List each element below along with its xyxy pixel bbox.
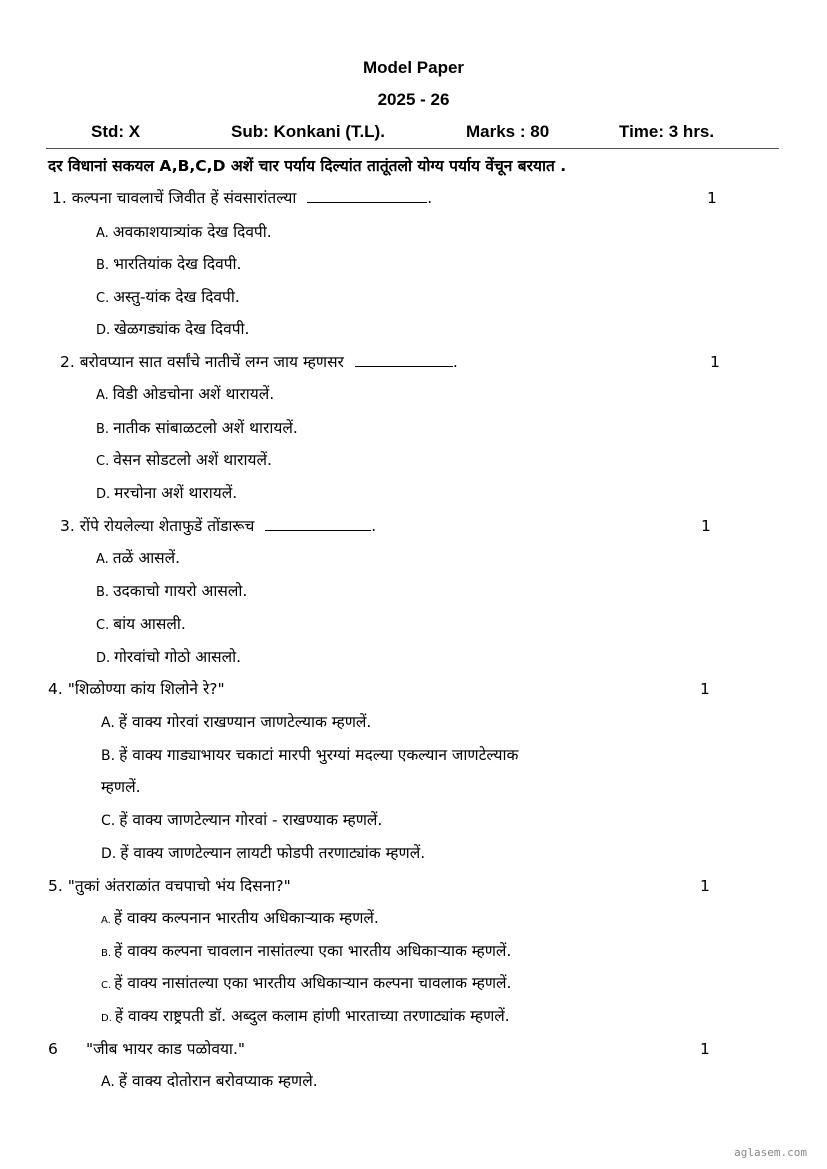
- question-text: रोंपे रोयलेल्या शेताफुडें तोंडारूच: [79, 517, 255, 535]
- option-label: C.: [96, 454, 110, 469]
- option-label: A.: [101, 915, 111, 926]
- question-5: [48, 876, 291, 896]
- option-b: [96, 581, 247, 603]
- question-2: [60, 352, 458, 372]
- question-number: 4.: [48, 680, 63, 698]
- option-b: [96, 254, 241, 276]
- option-d: [101, 1006, 510, 1029]
- question-end: .: [452, 353, 458, 371]
- question-marks: 1: [700, 877, 710, 895]
- option-label: A.: [96, 388, 109, 403]
- question-marks: 1: [700, 680, 710, 698]
- option-c: [101, 810, 382, 831]
- option-a: [96, 548, 180, 570]
- option-a: [101, 712, 371, 733]
- option-label: B.: [96, 422, 110, 437]
- option-text: तळें आसलें.: [112, 549, 181, 567]
- question-3: [60, 516, 376, 536]
- answer-blank: [265, 516, 371, 531]
- option-text: हें वाक्य नासांतल्या एका भारतीय अधिकाऱ्यान कल्पना चावलाक म्हणलें.: [114, 974, 512, 992]
- option-a: [96, 384, 274, 406]
- header-divider: [46, 148, 779, 149]
- question-number: 2.: [60, 353, 75, 371]
- option-b: [101, 941, 511, 964]
- option-label: C.: [101, 980, 112, 991]
- question-marks: 1: [701, 517, 711, 535]
- option-label: D.: [96, 651, 111, 666]
- option-text: बांय आसली.: [113, 615, 186, 633]
- question-end: .: [427, 189, 433, 207]
- option-text: वेसन सोडटलो अशें थारायलें.: [113, 451, 272, 469]
- question-text: "शिळोण्या कांय शिलोने रे?": [67, 680, 225, 698]
- option-label: D.: [101, 846, 117, 862]
- question-marks: 1: [710, 353, 720, 371]
- question-1: [52, 188, 432, 208]
- option-d: [101, 843, 425, 864]
- option-text: अस्तु-यांक देख दिवपी.: [113, 288, 240, 306]
- option-label: B.: [101, 948, 112, 959]
- option-c: [96, 450, 272, 472]
- option-d: [96, 319, 249, 341]
- option-label: C.: [101, 813, 116, 829]
- answer-blank: [355, 352, 453, 367]
- option-label: A.: [101, 1074, 115, 1090]
- time-label: Time: 3 hrs.: [619, 122, 715, 141]
- answer-blank: [307, 188, 427, 203]
- option-text: नातीक सांबाळटलो अशें थारायलें.: [113, 419, 298, 437]
- academic-year: 2025 - 26: [377, 90, 450, 109]
- option-text: हें वाक्य गाड्याभायर चकाटां मारपी भुरग्यां मदल्या एकल्यान जाणटेल्याक: [119, 746, 519, 764]
- option-d: [96, 647, 241, 669]
- option-text: मरचोना अशें थारायलें.: [114, 484, 238, 502]
- option-b: [96, 418, 298, 440]
- watermark: aglasem.com: [734, 1146, 807, 1159]
- option-label: A.: [96, 226, 109, 241]
- option-a: [101, 1071, 318, 1092]
- question-number: 5.: [48, 877, 63, 895]
- instruction-text: दर विधानां सकयल A,B,C,D अशें चार पर्याय दिल्यांत तातूंतलो योग्य पर्याय वेंचून बरयात .: [48, 157, 567, 175]
- option-text: हें वाक्य जाणटेल्यान गोरवां - राखण्याक म्हणलें.: [119, 811, 383, 829]
- question-number: 6: [48, 1040, 58, 1058]
- subject-label: Sub: Konkani (T.L).: [231, 122, 385, 141]
- option-b: [101, 745, 518, 766]
- option-c: [96, 614, 186, 636]
- option-text: अवकाशयात्र्यांक देख दिवपी.: [112, 223, 272, 241]
- option-text: हें वाक्य गोरवां राखण्यान जाणटेल्याक म्हणलें.: [118, 713, 372, 731]
- option-text: हें वाक्य जाणटेल्यान लायटी फोडपी तरणाट्यांक म्हणलें.: [120, 844, 426, 862]
- option-label: B.: [101, 748, 116, 764]
- marks-label: Marks : 80: [466, 122, 550, 141]
- option-label: C.: [96, 618, 110, 633]
- question-4: [48, 679, 225, 699]
- question-number: 1.: [52, 189, 67, 207]
- option-d: [96, 483, 237, 505]
- option-text: हें वाक्य राष्ट्रपती डॉ. अब्दुल कलाम हांणी भारताच्या तरणाट्यांक म्हणलें.: [114, 1007, 510, 1025]
- option-text: उदकाचो गायरो आसलो.: [113, 582, 248, 600]
- option-label: A.: [101, 715, 115, 731]
- question-text: "तुकां अंतराळांत वचपाचो भंय दिसना?": [67, 877, 291, 895]
- option-label: A.: [96, 552, 109, 567]
- option-a: [101, 908, 379, 931]
- question-6: [48, 1039, 245, 1059]
- question-marks: 1: [707, 189, 717, 207]
- option-text: गोरवांचो गोठो आसलो.: [114, 648, 242, 666]
- option-text: खेळगड्यांक देख दिवपी.: [114, 320, 250, 338]
- option-b-continued: म्हणलें.: [101, 778, 141, 796]
- paper-title: Model Paper: [362, 58, 465, 77]
- question-text: कल्पना चावलाचें जिवीत हें संवसारांतल्या: [71, 189, 297, 207]
- option-text: हें वाक्य कल्पनान भारतीय अधिकाऱ्याक म्हणलें.: [113, 909, 379, 927]
- question-marks: 1: [700, 1040, 710, 1058]
- option-c: [96, 287, 240, 309]
- option-label: D.: [101, 1013, 112, 1024]
- option-text: हें वाक्य दोतोरान बरोवप्याक म्हणले.: [118, 1072, 318, 1090]
- question-text: बरोवप्यान सात वर्सांचे नातीचें लग्न जाय म्हणसर: [79, 353, 344, 371]
- option-text: भारतियांक देख दिवपी.: [113, 255, 242, 273]
- option-label: B.: [96, 585, 110, 600]
- option-a: [96, 222, 272, 244]
- option-label: D.: [96, 323, 111, 338]
- question-text: "जीब भायर काड पळोवया.": [86, 1040, 246, 1058]
- option-label: B.: [96, 258, 110, 273]
- option-c: [101, 973, 511, 996]
- option-text: विडी ओडचोना अशें थारायलें.: [112, 385, 275, 403]
- standard-label: Std: X: [91, 122, 141, 141]
- option-label: C.: [96, 291, 110, 306]
- question-number: 3.: [60, 517, 75, 535]
- option-text: हें वाक्य कल्पना चावलान नासांतल्या एका भारतीय अधिकाऱ्याक म्हणलें.: [114, 942, 512, 960]
- option-label: D.: [96, 487, 111, 502]
- question-end: .: [371, 517, 377, 535]
